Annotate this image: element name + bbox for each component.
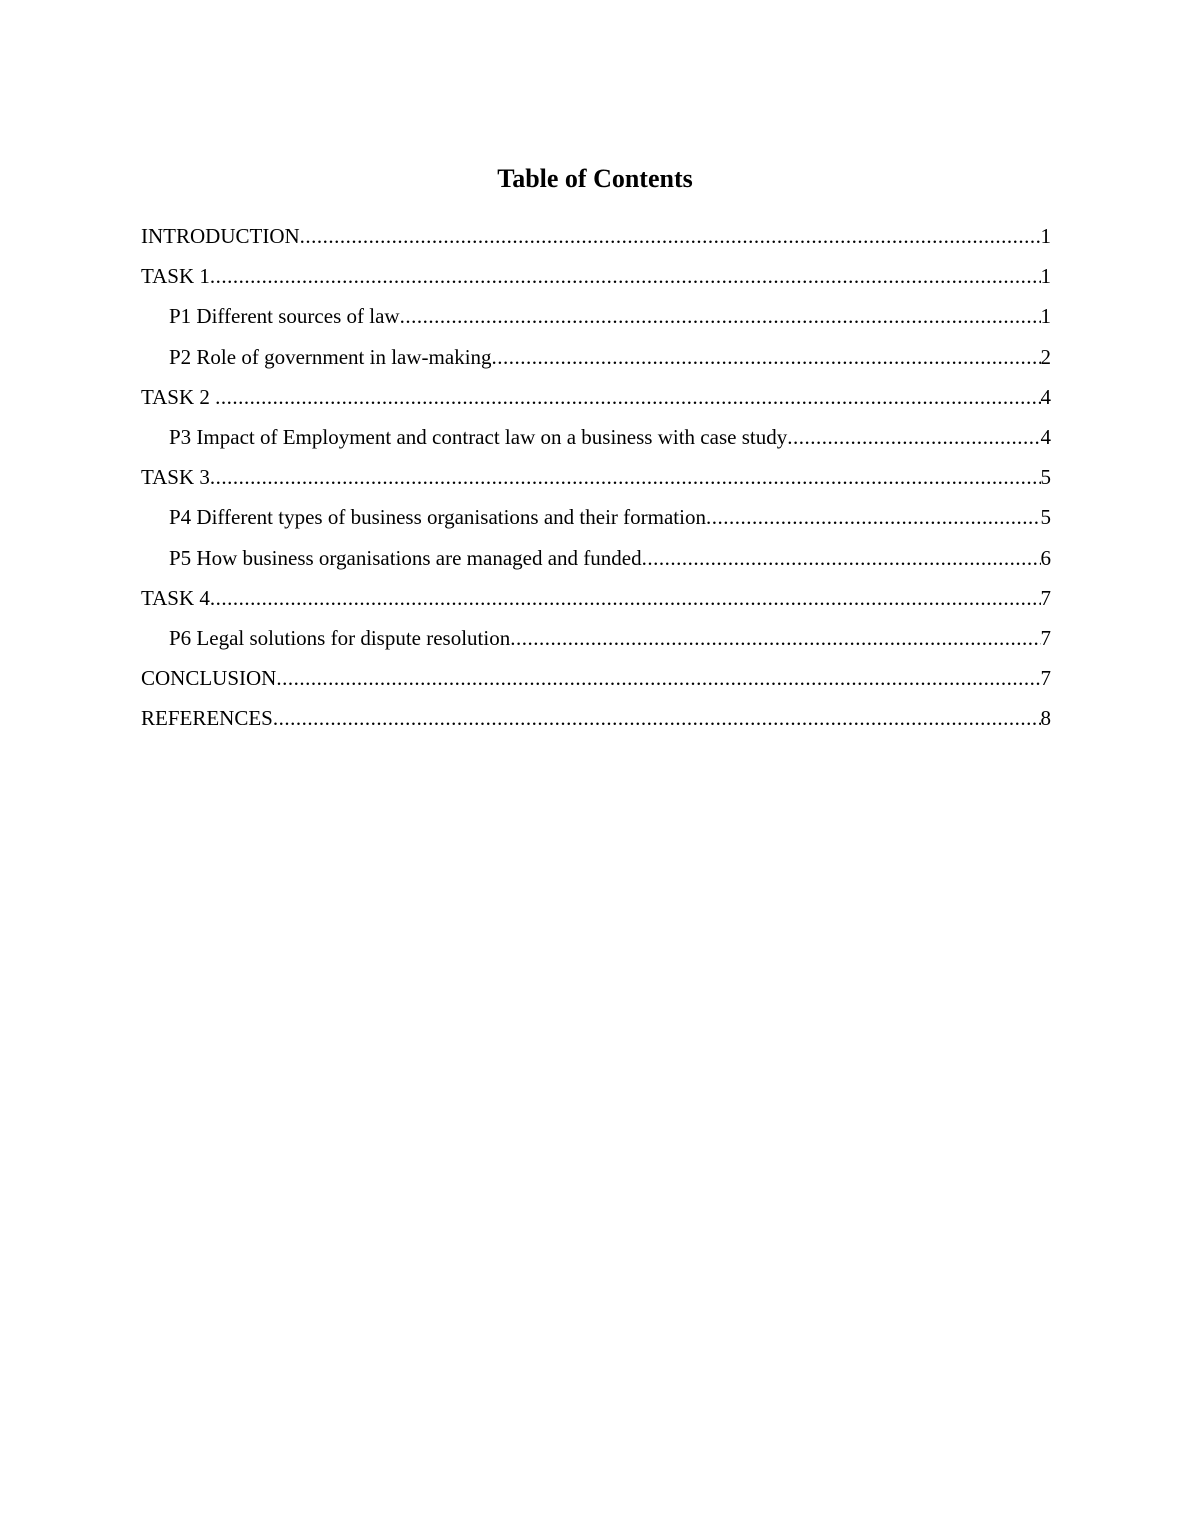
toc-entry-label: P5 How business organisations are managed and funded — [169, 545, 642, 570]
toc-entry-p4[interactable] — [141, 501, 1051, 541]
toc-dot-leader — [510, 622, 1040, 654]
toc-dot-leader — [706, 501, 1041, 533]
toc-entry-label: TASK 3 — [141, 465, 210, 490]
toc-dot-leader — [210, 260, 1041, 292]
toc-entry-p1[interactable] — [141, 300, 1051, 340]
toc-entry-label: CONCLUSION — [141, 666, 277, 691]
toc-entry-p3[interactable] — [141, 421, 1051, 461]
toc-entry-conclusion[interactable] — [141, 662, 1051, 702]
toc-entry-label: REFERENCES — [141, 706, 273, 731]
toc-dot-leader — [210, 461, 1041, 493]
toc-entry-label: P3 Impact of Employment and contract law on a business with case study — [169, 424, 788, 449]
toc-entry-label: TASK 2 — [141, 384, 216, 409]
toc-dot-leader — [300, 220, 1041, 252]
toc-entry-label: P4 Different types of business organisations and their formation — [169, 505, 706, 530]
toc-dot-leader — [400, 300, 1041, 332]
toc-dot-leader — [273, 702, 1041, 734]
toc-entry-page: 8 — [1040, 706, 1051, 731]
toc-entry-label: P2 Role of government in law-making — [169, 344, 492, 369]
toc-entry-page: 1 — [1040, 264, 1051, 289]
toc-dot-leader — [276, 662, 1040, 694]
toc-entry-task-4[interactable] — [141, 582, 1051, 622]
toc-entry-label: TASK 1 — [141, 264, 210, 289]
toc-entry-references[interactable] — [141, 702, 1051, 742]
toc-dot-leader — [787, 421, 1040, 453]
toc-entry-page: 5 — [1040, 465, 1051, 490]
toc-entry-p5[interactable] — [141, 542, 1051, 582]
toc-dot-leader — [215, 381, 1040, 413]
toc-entry-page: 1 — [1040, 224, 1051, 248]
toc-entry-task-2[interactable] — [141, 381, 1051, 421]
toc-entry-page: 2 — [1040, 344, 1051, 369]
toc-entry-label: TASK 4 — [141, 585, 210, 610]
toc-entry-task-3[interactable] — [141, 461, 1051, 501]
toc-entry-p6[interactable] — [141, 622, 1051, 662]
toc-entry-page: 4 — [1040, 384, 1051, 409]
toc-entry-p2[interactable] — [141, 341, 1051, 381]
toc-entry-label: P6 Legal solutions for dispute resolution — [169, 625, 511, 650]
toc-entry-label: INTRODUCTION — [141, 224, 300, 248]
toc-entry-label: P1 Different sources of law — [169, 304, 400, 329]
toc-entry-page: 7 — [1040, 666, 1051, 691]
toc-entry-introduction[interactable] — [141, 220, 1051, 260]
toc-entry-page: 7 — [1040, 625, 1051, 650]
toc-dot-leader — [492, 341, 1041, 373]
toc-entry-task-1[interactable] — [141, 260, 1051, 300]
toc-entry-page: 1 — [1040, 304, 1051, 329]
toc-dot-leader — [210, 582, 1041, 614]
toc-entry-page: 5 — [1040, 505, 1051, 530]
toc-entry-page: 7 — [1040, 585, 1051, 610]
toc-dot-leader — [642, 542, 1041, 574]
toc-entry-page: 4 — [1040, 424, 1051, 449]
toc-entry-page: 6 — [1040, 545, 1051, 570]
toc-list — [141, 220, 1051, 742]
toc-title: Table of Contents — [497, 164, 693, 193]
